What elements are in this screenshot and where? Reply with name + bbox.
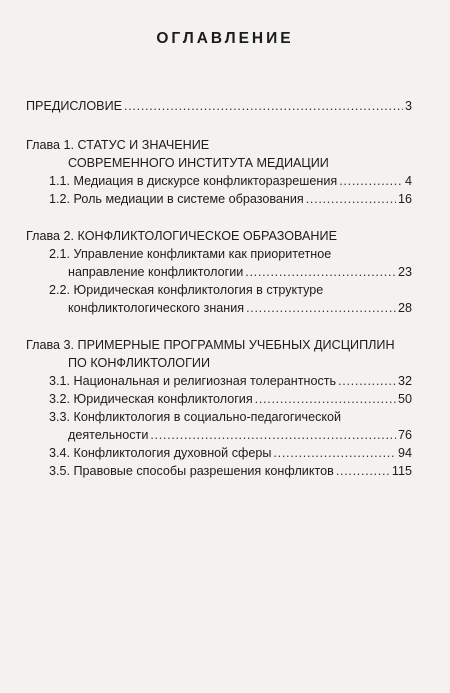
toc-entry-label: направление конфликтологии <box>68 265 244 279</box>
toc-page-number: 28 <box>397 301 412 315</box>
toc-entry-3-1 <box>49 372 412 390</box>
toc-entry-label: деятельности <box>68 428 149 442</box>
dot-leader <box>255 390 396 408</box>
toc-page-number: 115 <box>391 464 412 478</box>
chapter-2-heading: Глава 2. КОНФЛИКТОЛОГИЧЕСКОЕ ОБРАЗОВАНИЕ <box>26 229 337 243</box>
toc-page-number: 50 <box>397 392 412 406</box>
dot-leader <box>150 426 396 444</box>
toc-entry-2-2 <box>68 299 412 317</box>
page-title: ОГЛАВЛЕНИЕ <box>156 30 294 47</box>
toc-entry-3-3-line1: 3.3. Конфликтология в социально-педагогической <box>49 410 342 424</box>
toc-page-number: 16 <box>397 192 412 206</box>
toc-entry-3-4 <box>49 444 412 462</box>
toc-entry-3-3 <box>68 426 412 444</box>
dot-leader <box>124 97 403 115</box>
dot-leader <box>339 172 403 190</box>
toc-entry-3-5 <box>49 462 412 480</box>
chapter-3-heading-cont: ПО КОНФЛИКТОЛОГИИ <box>68 356 211 370</box>
toc-page-number: 23 <box>397 265 412 279</box>
toc-entry-label: 3.4. Конфликтология духовной сферы <box>49 446 272 460</box>
chapter-1-heading: Глава 1. СТАТУС И ЗНАЧЕНИЕ <box>26 138 210 152</box>
dot-leader <box>273 444 396 462</box>
toc-entry-label: 3.5. Правовые способы разрешения конфликтов <box>49 464 334 478</box>
toc-entry-label: 1.2. Роль медиации в системе образования <box>49 192 304 206</box>
dot-leader <box>336 462 390 480</box>
toc-entry-label: 1.1. Медиация в дискурсе конфликторазрешения <box>49 174 338 188</box>
toc-entry-preface <box>26 97 412 115</box>
toc-entry-1-2 <box>49 190 412 208</box>
toc-entry-label: 3.1. Национальная и религиозная толерантность <box>49 374 337 388</box>
chapter-3-heading: Глава 3. ПРИМЕРНЫЕ ПРОГРАММЫ УЧЕБНЫХ ДИСЦИПЛИН <box>26 338 395 352</box>
chapter-1-heading-cont: СОВРЕМЕННОГО ИНСТИТУТА МЕДИАЦИИ <box>68 156 329 170</box>
toc-entry-2-1 <box>68 263 412 281</box>
toc-entry-label: конфликтологического знания <box>68 301 245 315</box>
toc-entry-1-1 <box>49 172 412 190</box>
dot-leader <box>306 190 396 208</box>
toc-page-number: 32 <box>397 374 412 388</box>
toc-page-number: 76 <box>397 428 412 442</box>
toc-entry-label: ПРЕДИСЛОВИЕ <box>26 99 123 113</box>
toc-entry-label: 3.2. Юридическая конфликтология <box>49 392 253 406</box>
toc-entry-2-1-line1: 2.1. Управление конфликтами как приоритетное <box>49 247 332 261</box>
dot-leader <box>245 263 396 281</box>
toc-entry-2-2-line1: 2.2. Юридическая конфликтология в структуре <box>49 283 324 297</box>
toc-page-number: 3 <box>404 99 412 113</box>
toc-page-number: 94 <box>397 446 412 460</box>
dot-leader <box>338 372 396 390</box>
toc-entry-3-2 <box>49 390 412 408</box>
dot-leader <box>246 299 396 317</box>
toc-page-number: 4 <box>404 174 412 188</box>
